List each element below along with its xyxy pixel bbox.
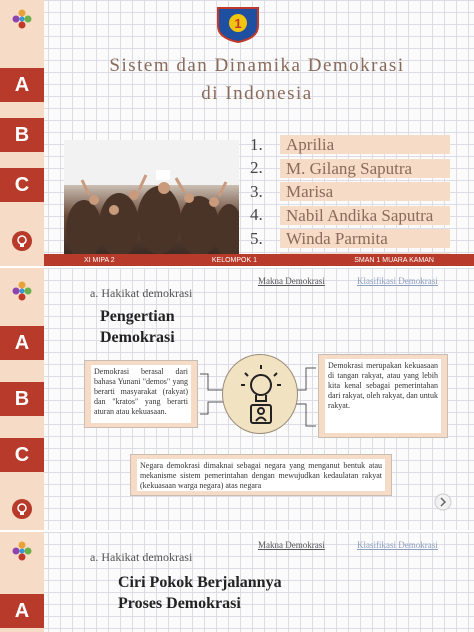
logo-flower-icon xyxy=(7,4,37,34)
nav-klasifikasi-demokrasi[interactable]: Klasifikasi Demokrasi xyxy=(357,540,438,550)
heading-line-1: Ciri Pokok Berjalannya xyxy=(118,574,282,591)
section-heading: a. Hakikat demokrasi xyxy=(90,286,193,300)
sidebar-item-b[interactable]: B xyxy=(0,118,44,152)
member-item: 5. Winda Parmita xyxy=(250,227,450,251)
sidebar-item-a[interactable]: A xyxy=(0,326,44,360)
title-line-2: di Indonesia xyxy=(201,83,313,104)
definition-etymology-box xyxy=(84,360,198,428)
slide-heading xyxy=(118,572,282,614)
member-item: 3. Marisa xyxy=(250,180,450,204)
title-line-1: Sistem dan Dinamika Demokrasi xyxy=(109,55,405,76)
logo-flower-icon xyxy=(7,536,37,566)
next-arrow-icon[interactable] xyxy=(434,493,452,516)
sidebar-item-c[interactable]: C xyxy=(0,438,44,472)
footer-school: SMAN 1 MUARA KAMAN xyxy=(354,256,434,264)
definition-etymology-text: Demokrasi berasal dari bahasa Yunani "demos" yang berarti masyarakat (rakyat) dan "kratos" yang berarti aturan atau kekuasaan. xyxy=(91,365,191,423)
definition-meaning-text: Demokrasi merupakan kekuasaan di tangan rakyat, atau yang lebih kita kenal sebagai pemerintahan dari rakyat, oleh rakyat, dan untuk rakyat. xyxy=(325,359,441,433)
slide-ciri-pokok xyxy=(0,532,474,632)
sidebar-item-a[interactable]: A xyxy=(0,68,44,102)
footer-group: KELOMPOK 1 xyxy=(211,256,257,264)
slide-pengertian xyxy=(0,268,474,530)
definition-meaning-box xyxy=(318,354,448,438)
section-heading: a. Hakikat demokrasi xyxy=(90,550,193,564)
lightbulb-icon[interactable] xyxy=(7,226,37,256)
member-item: 4. Nabil Andika Saputra xyxy=(250,204,450,228)
sidebar-item-c[interactable]: C xyxy=(0,168,44,202)
sidebar xyxy=(0,268,44,530)
nav-makna-demokrasi[interactable]: Makna Demokrasi xyxy=(258,540,325,550)
member-item: 2. M. Gilang Saputra xyxy=(250,157,450,181)
slide-title xyxy=(0,0,474,266)
presentation-title xyxy=(60,52,454,108)
sidebar xyxy=(0,532,44,632)
heading-line-2: Demokrasi xyxy=(100,329,175,346)
nav-klasifikasi-demokrasi[interactable]: Klasifikasi Demokrasi xyxy=(357,276,438,286)
member-item: 1. Aprilia xyxy=(250,133,450,157)
svg-text:1: 1 xyxy=(234,16,242,31)
sidebar-item-b[interactable]: B xyxy=(0,382,44,416)
footer-class: XI MIPA 2 xyxy=(84,256,115,264)
nav-makna-demokrasi[interactable]: Makna Demokrasi xyxy=(258,276,325,286)
sidebar-item-a[interactable]: A xyxy=(0,594,44,628)
logo-flower-icon xyxy=(7,276,37,306)
heading-line-1: Pengertian xyxy=(100,308,175,325)
slide-heading xyxy=(100,306,175,348)
lightbulb-icon[interactable] xyxy=(7,494,37,524)
summary-text: Negara demokrasi dimaknai sebagai negara yang menganut bentuk atau mekanisme sistem pemerintahan dengan mewujudkan kedaulatan rakyat (kekuasaan warga negara) atas negara xyxy=(137,459,385,491)
member-list xyxy=(250,133,450,266)
idea-person-icon xyxy=(222,354,298,434)
heading-line-2: Proses Demokrasi xyxy=(118,595,241,612)
summary-box xyxy=(130,454,392,496)
sidebar xyxy=(0,0,44,266)
footer-bar xyxy=(44,254,474,266)
school-logo xyxy=(213,4,263,44)
crowd-photo xyxy=(64,140,239,256)
